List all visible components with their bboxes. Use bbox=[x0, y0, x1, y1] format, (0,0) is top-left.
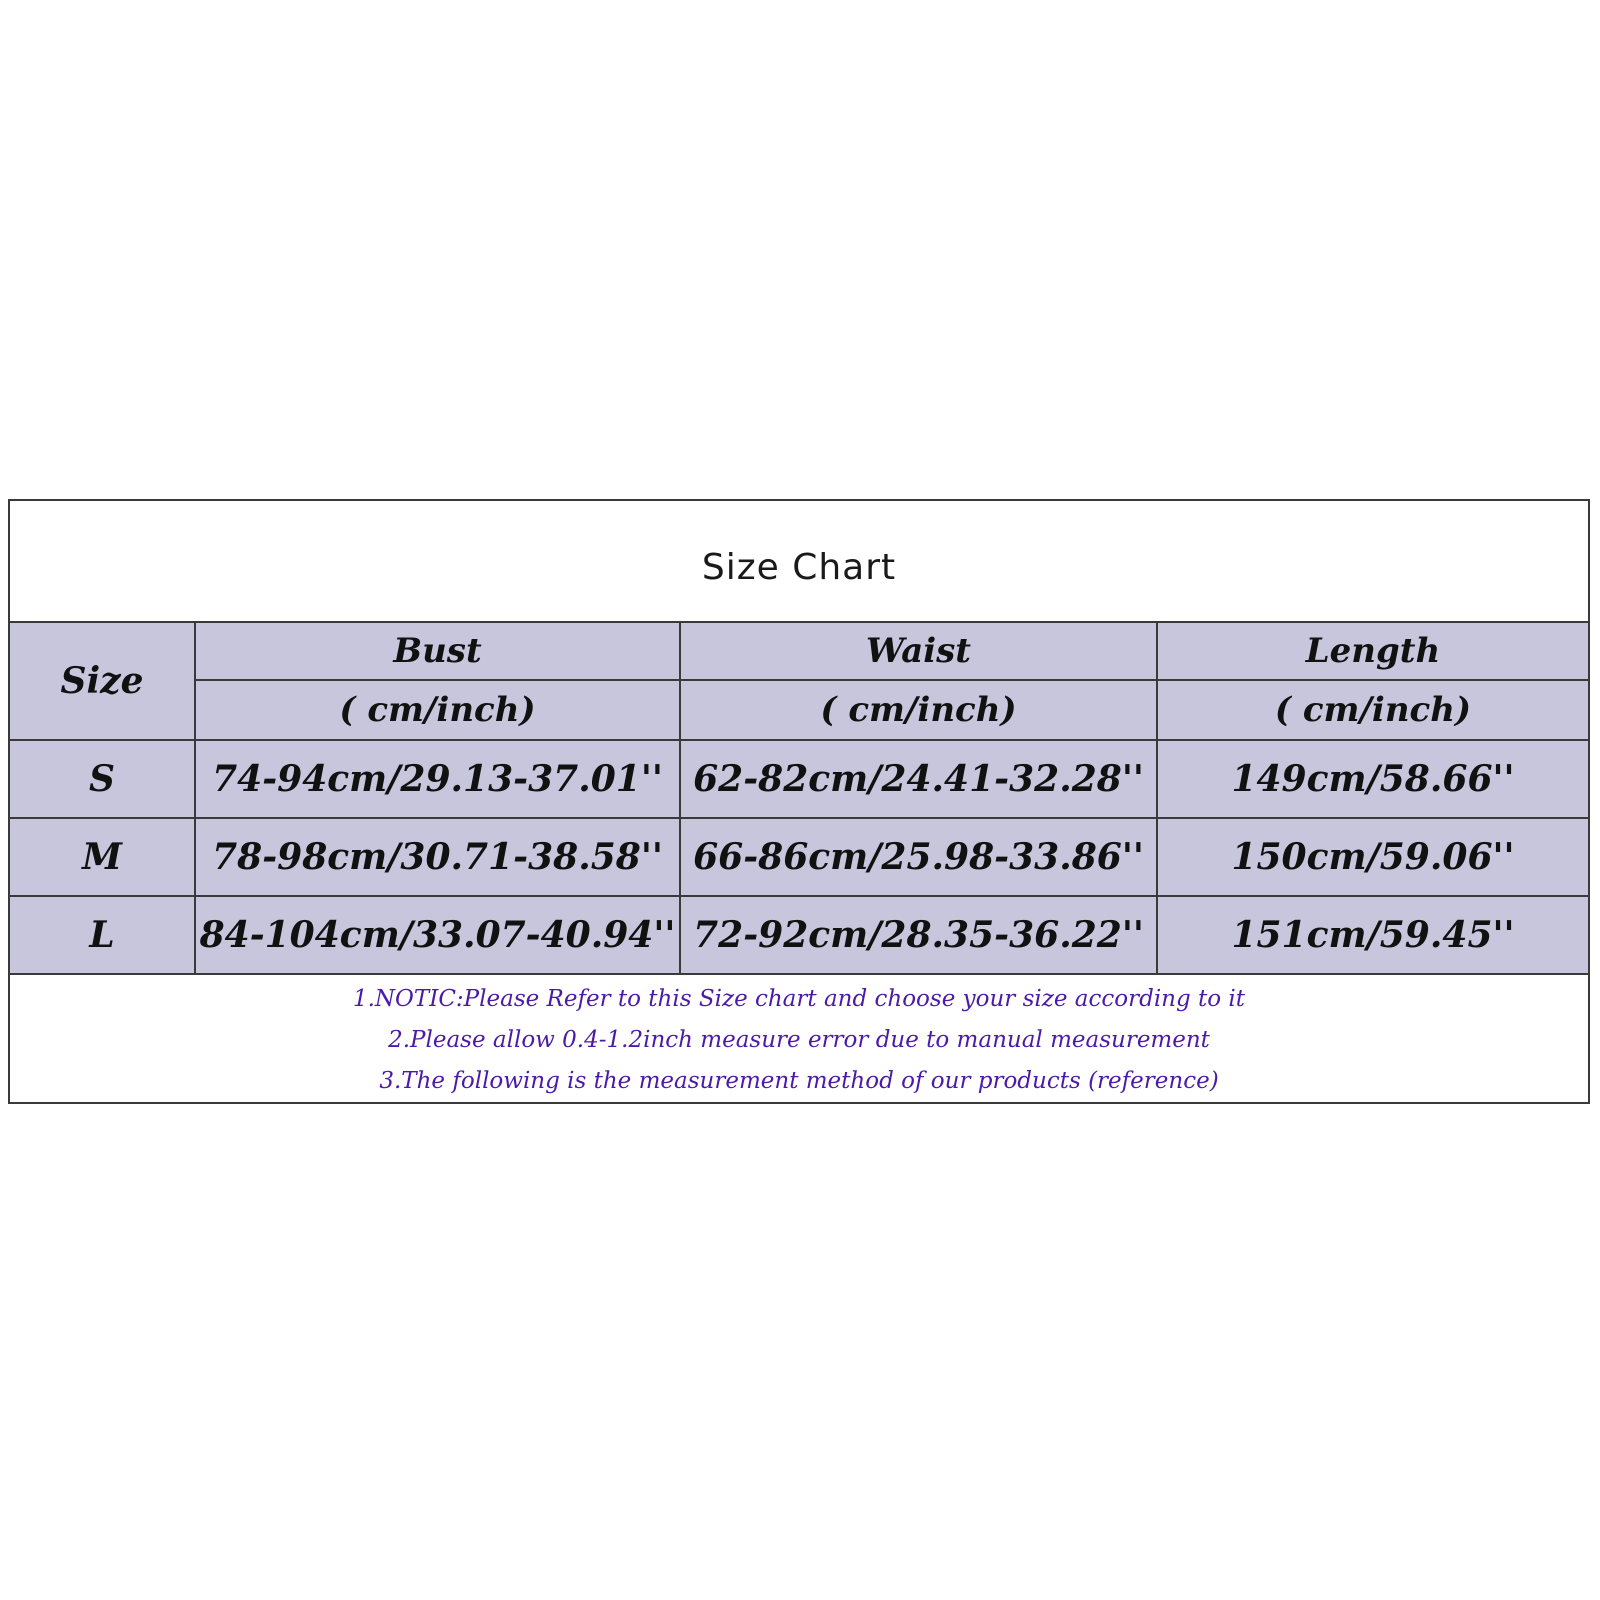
header-waist-unit: ( cm/inch) bbox=[680, 680, 1157, 740]
header-row-names bbox=[10, 622, 1588, 680]
size-cell: M bbox=[10, 818, 195, 896]
size-cell: L bbox=[10, 896, 195, 974]
length-cell: 149cm/58.66'' bbox=[1157, 740, 1588, 818]
header-bust-unit: ( cm/inch) bbox=[195, 680, 680, 740]
waist-cell: 66-86cm/25.98-33.86'' bbox=[680, 818, 1157, 896]
size-table bbox=[10, 621, 1588, 975]
note-line: 2.Please allow 0.4-1.2inch measure error due to manual measurement bbox=[388, 1026, 1210, 1053]
bust-cell: 84-104cm/33.07-40.94'' bbox=[195, 896, 680, 974]
header-size: Size bbox=[10, 622, 195, 740]
table-row bbox=[10, 818, 1588, 896]
bust-cell: 78-98cm/30.71-38.58'' bbox=[195, 818, 680, 896]
waist-cell: 62-82cm/24.41-32.28'' bbox=[680, 740, 1157, 818]
chart-title: Size Chart bbox=[701, 546, 897, 588]
size-chart bbox=[8, 499, 1590, 1104]
table-row bbox=[10, 740, 1588, 818]
header-row-units bbox=[10, 680, 1588, 740]
header-length-unit: ( cm/inch) bbox=[1157, 680, 1588, 740]
header-waist: Waist bbox=[680, 622, 1157, 680]
table-row bbox=[10, 896, 1588, 974]
note-line: 3.The following is the measurement method of our products (reference) bbox=[379, 1067, 1219, 1094]
bust-cell: 74-94cm/29.13-37.01'' bbox=[195, 740, 680, 818]
header-bust: Bust bbox=[195, 622, 680, 680]
length-cell: 151cm/59.45'' bbox=[1157, 896, 1588, 974]
size-cell: S bbox=[10, 740, 195, 818]
header-length: Length bbox=[1157, 622, 1588, 680]
notes bbox=[10, 976, 1588, 1104]
note-line: 1.NOTIC:Please Refer to this Size chart and choose your size according to it bbox=[352, 985, 1246, 1012]
waist-cell: 72-92cm/28.35-36.22'' bbox=[680, 896, 1157, 974]
length-cell: 150cm/59.06'' bbox=[1157, 818, 1588, 896]
